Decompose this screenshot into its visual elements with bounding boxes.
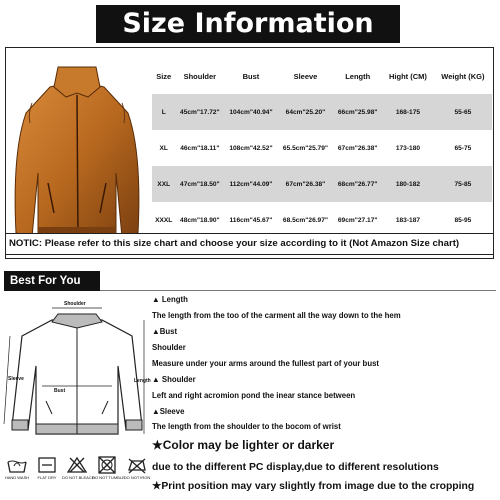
cell-bust: 116cm"45.67" xyxy=(229,216,273,224)
sleeve-title: ▲Sleeve xyxy=(152,407,185,416)
page-title: Size Information xyxy=(96,5,400,43)
cell-length: 67cm"26.38" xyxy=(337,144,378,152)
col-sleeve: Sleeve xyxy=(293,71,318,81)
cell-height: 173-180 xyxy=(395,144,421,152)
col-size: Size xyxy=(156,71,172,81)
cell-shoulder: 46cm"18.11" xyxy=(180,144,220,152)
cell-height: 180-182 xyxy=(382,166,434,202)
bust-sub: Shoulder xyxy=(152,343,186,352)
diagram-label-sleeve: Sleeve xyxy=(8,376,24,382)
cell-bust: 104cm"40.94" xyxy=(224,94,277,130)
best-for-you-heading: Best For You xyxy=(4,271,100,291)
table-row xyxy=(152,94,492,130)
care-icons-row xyxy=(2,456,152,500)
diagram-label-length: Length xyxy=(134,378,151,384)
diagram-label-shoulder: Shoulder xyxy=(64,301,86,307)
length-text: The length from the too of the carment all the way down to the hem xyxy=(152,311,401,320)
cell-bust: 108cm"42.52" xyxy=(229,144,273,152)
diagram-label-bust: Bust xyxy=(54,388,66,394)
cell-length: 69cm"27.17" xyxy=(337,216,378,224)
cell-sleeve: 64cm"25.20" xyxy=(278,94,334,130)
shoulder-title: ▲ Shoulder xyxy=(152,375,196,384)
cell-sleeve: 65.5cm"25.79" xyxy=(282,144,329,152)
care-label: HAND WASH xyxy=(4,475,30,480)
cell-weight: 65-75 xyxy=(454,144,472,152)
cell-length: 66cm"25.98" xyxy=(333,94,382,130)
care-label: DO NOT IRON xyxy=(123,475,151,480)
cell-shoulder: 47cm"18.50" xyxy=(175,166,224,202)
col-shoulder: Shoulder xyxy=(183,71,217,81)
cell-size: XL xyxy=(159,144,168,152)
cell-size: XXXL xyxy=(155,216,173,224)
col-height: Hight (CM) xyxy=(389,71,427,81)
care-item xyxy=(32,456,62,480)
care-label: DO NOT BLEACH xyxy=(62,475,95,480)
table-row xyxy=(152,166,492,202)
flat-dry-icon xyxy=(36,456,58,474)
cell-height: 183-187 xyxy=(395,216,421,224)
measurement-diagram xyxy=(2,296,152,452)
cell-bust: 112cm"44.09" xyxy=(224,166,277,202)
do-not-iron-icon xyxy=(126,456,148,474)
cell-length: 68cm"26.77" xyxy=(333,166,382,202)
cell-size: XXL xyxy=(152,166,175,202)
col-weight: Weight (KG) xyxy=(441,71,485,81)
no-tumble-dry-icon xyxy=(96,456,118,474)
bust-title: ▲Bust xyxy=(152,327,178,336)
care-item xyxy=(2,456,32,480)
shoulder-text: Left and right acromion pond the inear stance between xyxy=(152,391,356,400)
cell-sleeve: 67cm"26.38" xyxy=(278,166,334,202)
care-item xyxy=(62,456,95,480)
size-notice: NOTIC: Please refer to this size chart and choose your size according to it (Not Amazon Size chart) xyxy=(5,233,494,255)
col-bust: Bust xyxy=(242,71,260,81)
cell-weight: 55-65 xyxy=(434,94,492,130)
cell-size: L xyxy=(152,94,175,130)
print-note: ★Print position may vary slightly from image due to the cropping xyxy=(152,481,475,492)
jacket-outline-icon xyxy=(2,296,152,452)
cell-weight: 75-85 xyxy=(434,166,492,202)
care-label: DO NOT TUMBLE xyxy=(92,475,125,480)
table-header-row xyxy=(152,58,492,94)
color-note: ★Color may be lighter or darker xyxy=(152,438,335,452)
display-note: due to the different PC display,due to different resolutions xyxy=(152,462,439,473)
care-item xyxy=(122,456,152,480)
cell-shoulder: 45cm"17.72" xyxy=(175,94,224,130)
length-title: ▲ Length xyxy=(152,295,188,304)
do-not-bleach-icon xyxy=(66,456,88,474)
care-item xyxy=(92,456,125,480)
cell-height: 168-175 xyxy=(382,94,434,130)
hand-wash-icon xyxy=(6,456,28,474)
sleeve-text: The length from the shoulder to the bocom of wrist xyxy=(152,422,341,431)
care-label: FLAT DRY xyxy=(37,475,57,480)
bust-text: Measure under your arms around the fullest part of your bust xyxy=(152,359,380,368)
cell-weight: 85-95 xyxy=(454,216,472,224)
cell-shoulder: 48cm"18.90" xyxy=(180,216,220,224)
size-chart-table xyxy=(152,58,492,238)
cell-sleeve: 68.5cm"26.97" xyxy=(282,216,329,224)
jacket-product-photo xyxy=(8,53,146,253)
table-row xyxy=(152,130,492,166)
col-length: Length xyxy=(345,71,371,81)
section-divider xyxy=(100,290,496,291)
